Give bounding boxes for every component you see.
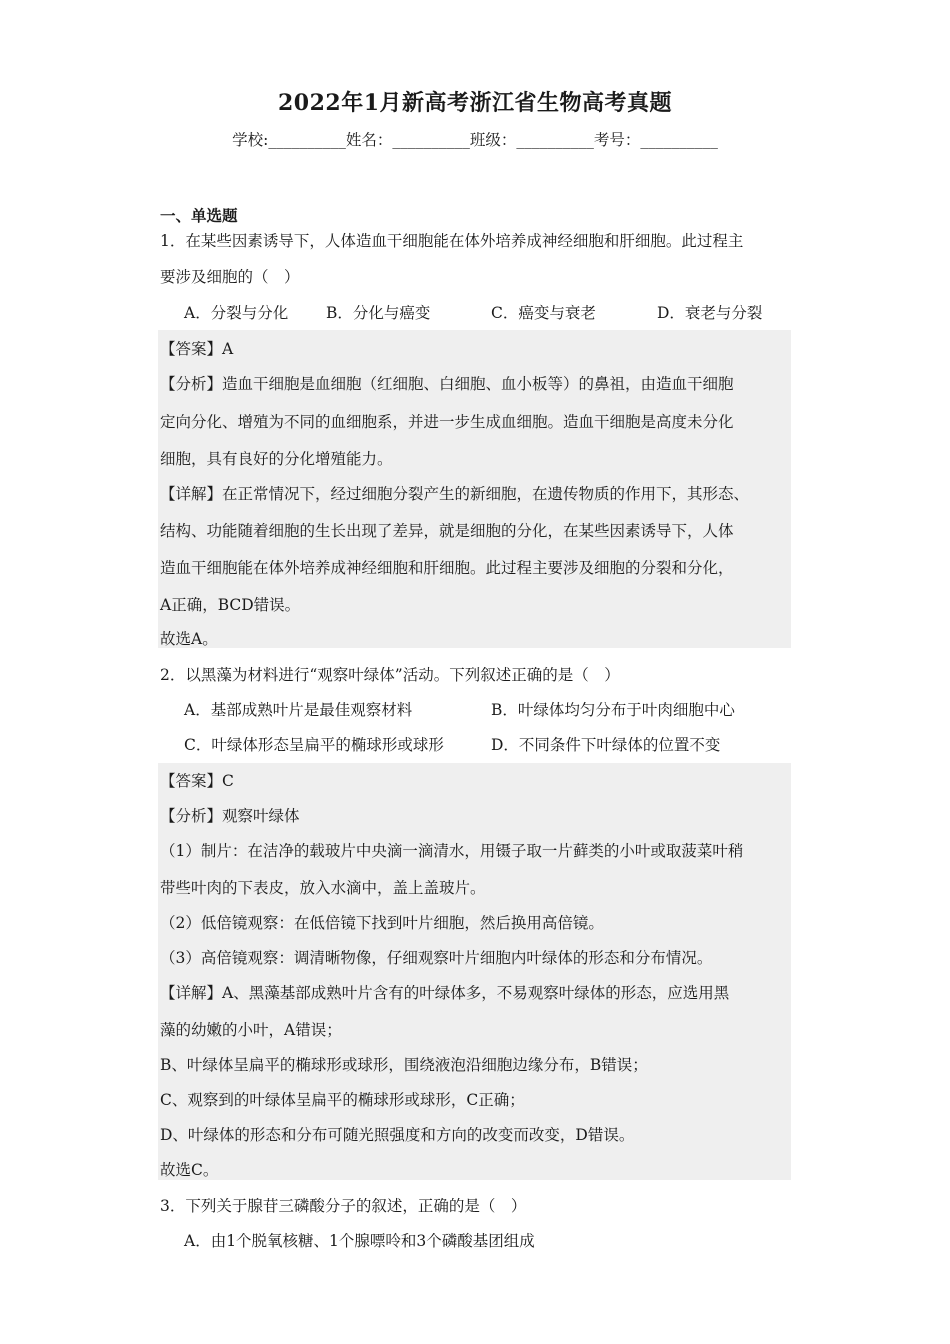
q1-answer: 【答案】A — [160, 340, 234, 358]
name-field: 姓名：__________ — [345, 131, 470, 149]
q2-detail-line1: 【详解】A、黑藻基部成熟叶片含有的叶绿体多，不易观察叶绿体的形态，应选用黑 — [160, 984, 730, 1002]
q2-option-a: A．基部成熟叶片是最佳观察材料 — [184, 701, 413, 719]
section-heading: 一、单选题 — [160, 206, 238, 225]
class-field: 班级：__________ — [469, 131, 594, 149]
q2-stem: 2．以黑藻为材料进行“观察叶绿体”活动。下列叙述正确的是（ ） — [160, 666, 620, 684]
q1-stem-line2: 要涉及细胞的（ ） — [160, 268, 300, 286]
q3-stem: 3．下列关于腺苷三磷酸分子的叙述，正确的是（ ） — [160, 1197, 527, 1215]
q2-detail-line2: 藻的幼嫩的小叶，A错误； — [160, 1021, 342, 1039]
q1-option-d: D．衰老与分裂 — [657, 304, 763, 322]
q1-detail-line2: 结构、功能随着细胞的生长出现了差异，就是细胞的分化，在某些因素诱导下，人体 — [160, 522, 734, 540]
q2-step1-line1: （1）制片：在洁净的载玻片中央滴一滴清水，用镊子取一片藓类的小叶或取菠菜叶稍 — [160, 842, 744, 860]
school-field: 学校:__________ — [232, 131, 346, 149]
q2-detail-line4: C、观察到的叶绿体呈扁平的椭球形或球形，C正确； — [160, 1091, 525, 1109]
q1-detail-line1: 【详解】在正常情况下，经过细胞分裂产生的新细胞，在遗传物质的作用下，其形态、 — [160, 485, 750, 503]
q2-step1-line2: 带些叶肉的下表皮，放入水滴中，盖上盖玻片。 — [160, 879, 486, 897]
q2-answer: 【答案】C — [160, 772, 234, 790]
q1-option-a: A．分裂与分化 — [184, 304, 289, 322]
q1-analysis-line3: 细胞，具有良好的分化增殖能力。 — [160, 450, 393, 468]
q1-analysis-line1: 【分析】造血干细胞是血细胞（红细胞、白细胞、血小板等）的鼻祖，由造血干细胞 — [160, 375, 734, 393]
q2-step3: （3）高倍镜观察：调清晰物像，仔细观察叶片细胞内叶绿体的形态和分布情况。 — [160, 949, 713, 967]
q1-option-b: B．分化与癌变 — [326, 304, 431, 322]
exam-number-field: 考号：__________ — [593, 131, 718, 149]
q2-detail-line3: B、叶绿体呈扁平的椭球形或球形，围绕液泡沿细胞边缘分布，B错误； — [160, 1056, 648, 1074]
q2-detail-line5: D、叶绿体的形态和分布可随光照强度和方向的改变而改变，D错误。 — [160, 1126, 635, 1144]
q2-option-c: C．叶绿体形态呈扁平的椭球形或球形 — [184, 736, 444, 754]
q1-detail-line4: A正确，BCD错误。 — [160, 596, 301, 614]
q1-detail-line3: 造血干细胞能在体外培养成神经细胞和肝细胞。此过程主要涉及细胞的分裂和分化， — [160, 559, 734, 577]
q2-analysis: 【分析】观察叶绿体 — [160, 807, 300, 825]
q3-option-a: A．由1个脱氧核糖、1个腺嘌呤和3个磷酸基团组成 — [184, 1232, 535, 1250]
student-info-line — [0, 128, 950, 150]
q2-option-b: B．叶绿体均匀分布于叶肉细胞中心 — [491, 701, 735, 719]
q1-stem-line1: 1．在某些因素诱导下，人体造血干细胞能在体外培养成神经细胞和肝细胞。此过程主 — [160, 232, 744, 250]
q1-choose: 故选A。 — [160, 630, 218, 648]
q2-choose: 故选C。 — [160, 1161, 219, 1179]
q1-analysis-line2: 定向分化、增殖为不同的血细胞系，并进一步生成血细胞。造血干细胞是高度未分化 — [160, 413, 734, 431]
page-title: 2022年1月新高考浙江省生物高考真题 — [277, 90, 673, 116]
q2-option-d: D．不同条件下叶绿体的位置不变 — [491, 736, 721, 754]
q1-option-c: C．癌变与衰老 — [491, 304, 596, 322]
q2-step2: （2）低倍镜观察：在低倍镜下找到叶片细胞，然后换用高倍镜。 — [160, 914, 604, 932]
